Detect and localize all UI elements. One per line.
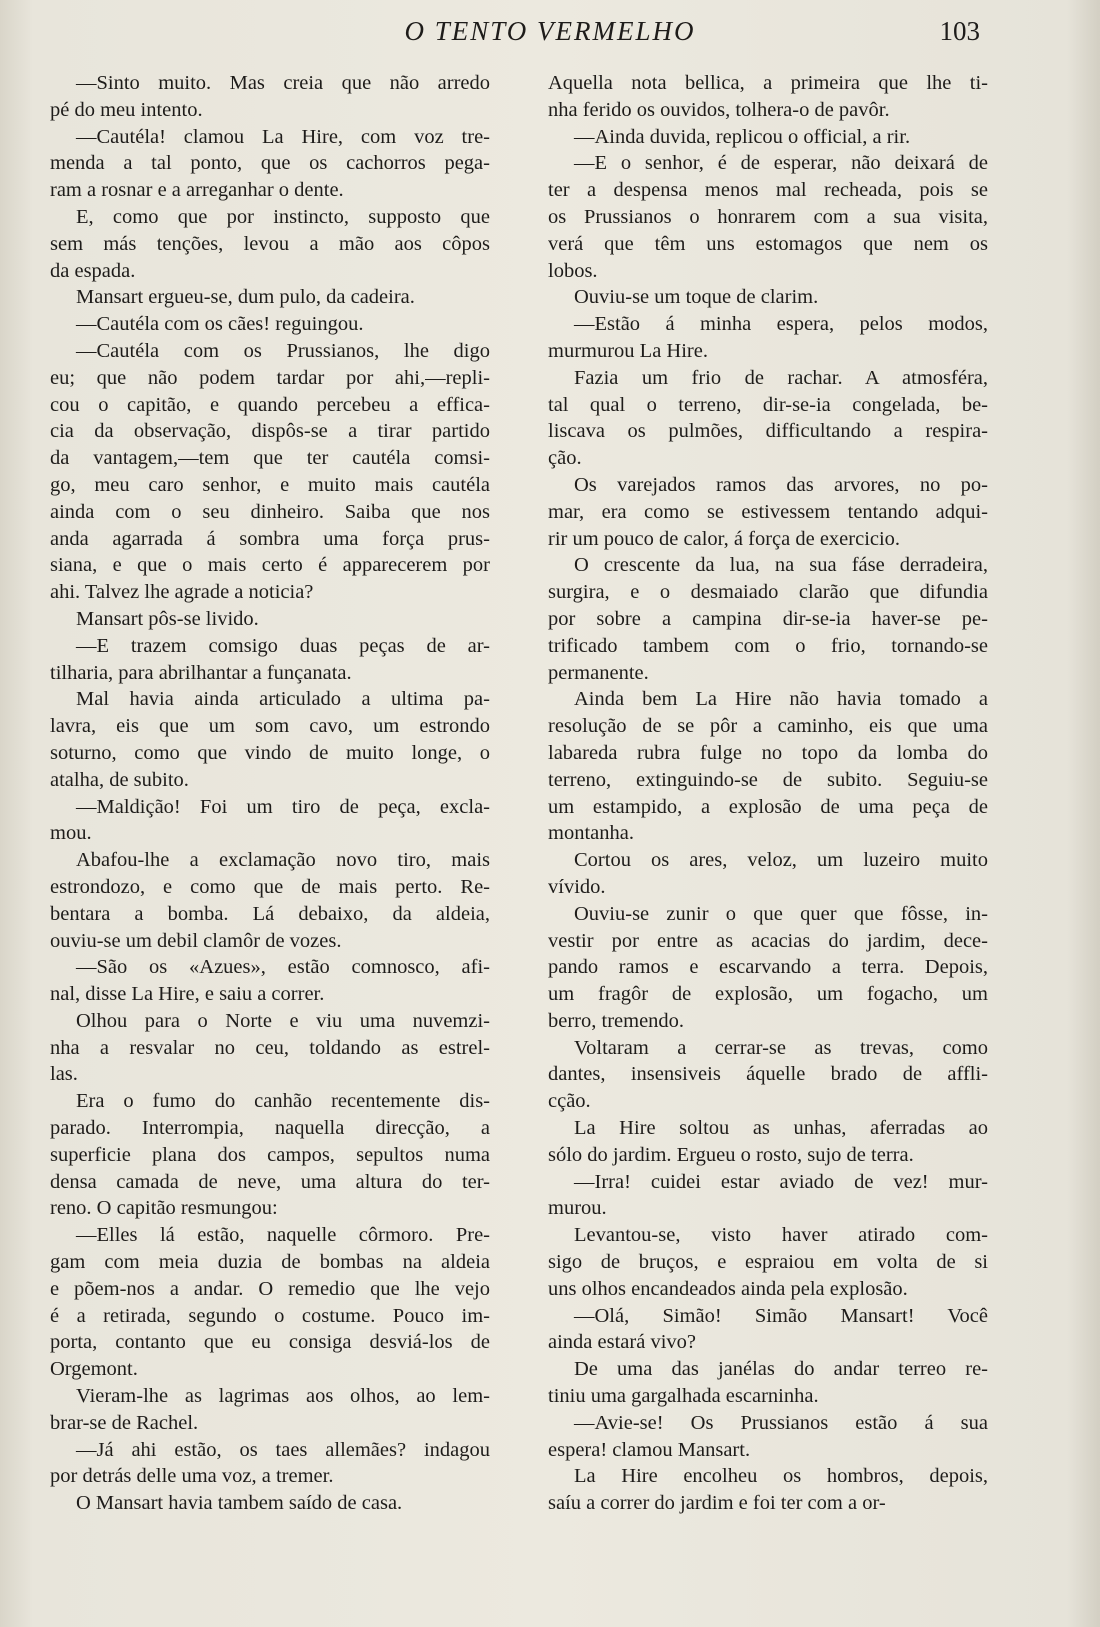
text-line: pé do meu intento. [50,98,203,121]
text-line: —Estão á minha espera, pelos modos, [574,313,988,336]
text-line: por sobre a campina dir-se-ia haver-se pe- [548,607,988,630]
text-line: Os varejados ramos das arvores, no po- [574,473,988,496]
text-line: Era o fumo do canhão recentemente dis- [76,1090,490,1113]
text-line: e põem-nos a andar. O remedio que lhe vejo [50,1277,490,1300]
running-title: O TENTO VERMELHO [404,16,696,46]
text-line: os Prussianos o honrarem com a sua visita, [548,205,988,228]
text-line: anda agarrada á sombra uma força prus- [50,527,490,550]
text-line: eu; que não podem tardar por ahi,—repli- [50,366,490,389]
text-line: —Sinto muito. Mas creia que não arredo [76,72,490,94]
text-line: reno. O capitão resmungou: [50,1197,278,1220]
text-line: ahi. Talvez lhe agrade a noticia? [50,581,314,604]
text-line: Mansart pôs-se livido. [76,607,259,630]
text-line: —Avie-se! Os Prussianos estão á sua [574,1411,988,1434]
text-line: nal, disse La Hire, e saiu a correr. [50,983,325,1006]
text-line: estrondozo, e como que de mais perto. Re- [50,875,490,898]
text-line: bentara a bomba. Lá debaixo, da aldeia, [50,902,490,925]
text-line: Cortou os ares, veloz, um luzeiro muito [574,849,988,872]
text-line: soturno, como que vindo de muito longe, o [50,741,490,764]
text-line: vestir por entre as acacias do jardim, dece- [548,929,988,952]
text-line: —Elles lá estão, naquelle côrmoro. Pre- [76,1224,490,1247]
text-line: E, como que por instincto, supposto que [76,205,490,228]
page-number: 103 [939,16,980,46]
text-line: Levantou-se, visto haver atirado com- [574,1224,988,1247]
text-line: —Maldição! Foi um tiro de peça, excla- [76,795,490,818]
text-line: pando ramos e escarvando a terra. Depois, [548,956,988,979]
text-line: um estampido, a explosão de uma peça de [548,795,988,818]
text-line: Ainda bem La Hire não havia tomado a [574,688,988,711]
text-line: —E o senhor, é de esperar, não deixará de [574,152,988,175]
text-line: da espada. [50,259,136,282]
text-line: —Cautéla! clamou La Hire, com voz tre- [76,125,490,148]
text-line: tiniu uma gargalhada escarninha. [548,1385,819,1408]
text-line: Ouviu-se zunir o que quer que fôsse, in- [574,902,988,925]
text-line: —Ainda duvida, replicou o official, a rir. [574,125,911,148]
text-line: Aquella nota bellica, a primeira que lhe ti- [548,72,988,94]
text-line: tal qual o terreno, dir-se-ia congelada, be- [548,393,988,416]
text-line: De uma das janélas do andar terreo re- [574,1358,988,1381]
text-line: dantes, insensiveis áquelle brado de affli- [548,1063,988,1086]
text-line: La Hire soltou as unhas, aferradas ao [574,1117,988,1140]
text-line: —São os «Azues», estão comnosco, afi- [76,956,490,979]
text-line: ainda com o seu dinheiro. Saiba que nos [50,500,490,523]
text-line: densa camada de neve, uma altura do ter- [50,1170,490,1193]
text-line: O crescente da lua, na sua fáse derradeira, [574,554,988,577]
text-line: espera! clamou Mansart. [548,1438,751,1461]
text-line: La Hire encolheu os hombros, depois, [574,1465,988,1488]
text-line: cção. [548,1090,591,1113]
text-line: da vantagem,—tem que ter cautéla comsi- [50,447,490,470]
text-line: sem más tenções, levou a mão aos côpos [50,232,490,255]
text-line: ter a despensa menos mal recheada, pois se [548,179,988,202]
text-line: —Irra! cuidei estar aviado de vez! mur- [574,1170,988,1193]
text-line: rir um pouco de calor, á força de exercicio. [548,527,901,550]
text-line: nha a resvalar no ceu, toldando as estrel- [50,1036,490,1059]
text-line: porta, contanto que eu consiga desviá-los de [50,1331,490,1354]
text-line: Ouviu-se um toque de clarim. [574,286,819,309]
text-line: permanente. [548,661,649,684]
text-line: O Mansart havia tambem saído de casa. [76,1492,403,1515]
text-line: —Cautéla com os Prussianos, lhe digo [76,339,490,362]
text-line: verá que têm uns estomagos que nem os [548,232,988,255]
text-line: mar, era como se estivessem tentando adqui- [548,500,988,523]
text-line: —Olá, Simão! Simão Mansart! Você [574,1304,988,1327]
text-line: surgira, e o desmaiado clarão que difundia [548,581,988,604]
text-line: trificado tambem com o frio, tornando-se [548,634,988,657]
text-line: é a retirada, segundo o costume. Pouco im- [50,1304,490,1327]
text-line: mou. [50,822,92,845]
text-line: —Cautéla com os cães! reguingou. [76,313,364,336]
text-line: —E trazem comsigo duas peças de ar- [76,634,490,657]
text-line: superficie plana dos campos, sepultos numa [50,1143,490,1166]
text-line: brar-se de Rachel. [50,1411,199,1434]
text-line: Orgemont. [50,1358,138,1381]
text-line: resolução de se pôr a caminho, eis que uma [548,715,988,738]
text-line: terreno, extinguindo-se de subito. Seguiu-se [548,768,988,791]
text-line: lavra, eis que um som cavo, um estrondo [50,715,490,738]
page-header [0,14,1100,54]
text-line: Mal havia ainda articulado a ultima pa- [76,688,490,711]
text-line: murmurou La Hire. [548,339,708,362]
text-line: atalha, de subito. [50,768,189,791]
text-line: cou o capitão, e quando percebeu a effica- [50,393,490,416]
text-line: Fazia um frio de rachar. A atmosféra, [574,366,988,389]
text-line: gam com meia duzia de bombas na aldeia [50,1251,490,1274]
text-line: sólo do jardim. Ergueu o rosto, sujo de terra. [548,1143,914,1166]
text-line: labareda rubra fulge no topo da lomba do [548,741,988,764]
text-line: las. [50,1063,78,1086]
right-text-column [548,70,988,1517]
text-line: nha ferido os ouvidos, tolhera-o de pavôr. [548,98,890,121]
text-line: Vieram-lhe as lagrimas aos olhos, ao lem- [76,1385,490,1408]
text-line: vívido. [548,875,606,898]
text-line: uns olhos encandeados ainda pela explosão. [548,1277,908,1300]
text-line: montanha. [548,822,634,845]
text-line: Olhou para o Norte e viu uma nuvemzi- [76,1009,490,1032]
text-line: um fragôr de explosão, um fogacho, um [548,983,988,1006]
text-line: ouviu-se um debil clamôr de vozes. [50,929,342,952]
left-text-column [50,70,490,1517]
text-line: por detrás delle uma voz, a tremer. [50,1465,334,1488]
text-line: —Já ahi estão, os taes allemães? indagou [76,1438,490,1461]
text-line: Mansart ergueu-se, dum pulo, da cadeira. [76,286,415,309]
text-line: lobos. [548,259,598,282]
text-line: murou. [548,1197,607,1220]
text-line: berro, tremendo. [548,1009,685,1032]
text-line: Abafou-lhe a exclamação novo tiro, mais [76,849,490,872]
text-line: cia da observação, dispôs-se a tirar partido [50,420,490,443]
text-line: sigo de bruços, e espraiou em volta de si [548,1251,988,1274]
text-line: liscava os pulmões, difficultando a respira- [548,420,988,443]
text-line: menda a tal ponto, que os cachorros pega- [50,152,490,175]
text-line: Voltaram a cerrar-se as trevas, como [574,1036,988,1059]
text-line: ção. [548,447,582,470]
text-line: parado. Interrompia, naquella direcção, a [50,1117,490,1140]
text-line: ram a rosnar e a arreganhar o dente. [50,179,344,202]
text-line: saíu a correr do jardim e foi ter com a or- [548,1492,886,1515]
text-line: tilharia, para abrilhantar a funçanata. [50,661,352,684]
text-line: go, meu caro senhor, e muito mais cautéla [50,473,490,496]
text-line: ainda estará vivo? [548,1331,696,1354]
text-line: siana, e que o mais certo é apparecerem por [50,554,490,577]
